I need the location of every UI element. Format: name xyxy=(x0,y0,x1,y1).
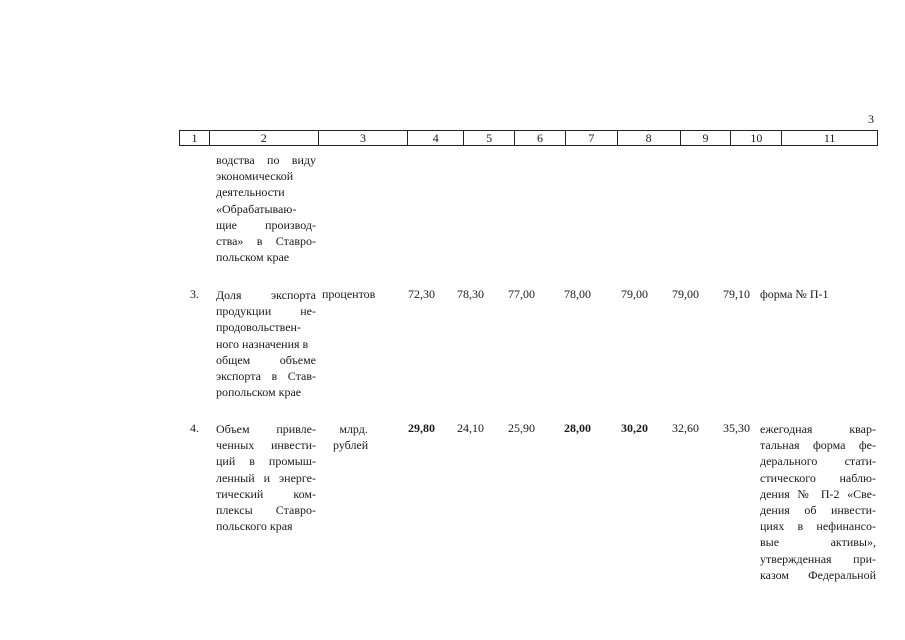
row-3-value-4: 72,30 xyxy=(408,287,435,301)
name-line: ного назначения в xyxy=(216,336,309,351)
name-line: плексы Ставро- xyxy=(216,503,316,518)
name-line: экономической xyxy=(216,169,294,184)
name-line: ропольском крае xyxy=(216,385,302,400)
source-line: дения № П-2 «Све- xyxy=(760,486,876,501)
row-4-number: 4. xyxy=(190,421,199,435)
row-3-value-6: 77,00 xyxy=(508,287,535,301)
header-cell-3: 3 xyxy=(319,131,409,145)
page-number: 3 xyxy=(868,112,874,126)
header-cell-4: 4 xyxy=(408,131,464,145)
name-line: деятельности xyxy=(216,185,285,200)
header-cell-11: 11 xyxy=(823,131,836,145)
name-line: тический ком- xyxy=(216,486,316,501)
source-line: стического наблю- xyxy=(760,470,876,485)
name-line: продукции не- xyxy=(216,304,316,319)
row-3-value-8: 79,00 xyxy=(621,287,648,301)
header-cell-10: 10 xyxy=(731,131,782,145)
row-3-unit: процентов xyxy=(322,287,376,301)
unit-line: млрд. xyxy=(339,422,368,436)
row-3-value-5: 78,30 xyxy=(457,287,484,301)
source-line: вые активы», xyxy=(760,535,876,550)
name-line: Доля экспорта xyxy=(216,288,316,302)
source-line: утвержденная при- xyxy=(760,551,876,566)
header-cell-7: 7 xyxy=(566,131,618,145)
header-cell-6: 6 xyxy=(515,131,566,145)
name-line: общем объеме xyxy=(216,352,316,367)
header-cell-2: 2 xyxy=(210,131,319,145)
name-line: ций в промыш- xyxy=(216,454,316,469)
source-line: ежегодная квар- xyxy=(760,422,876,436)
row-3-name-cell xyxy=(216,287,316,400)
row-3-value-7: 78,00 xyxy=(564,287,591,301)
unit-line: рублей xyxy=(333,438,369,453)
name-line: ства» в Ставро- xyxy=(216,234,316,249)
name-line: ченных инвести- xyxy=(216,438,316,453)
row-4-value-8: 30,20 xyxy=(621,421,648,435)
source-line: казом Федеральной xyxy=(760,567,876,582)
name-line: ленный и энерге- xyxy=(216,470,316,485)
row-4-source xyxy=(760,421,876,583)
row-4-name-cell xyxy=(216,421,316,534)
name-line: польском крае xyxy=(216,250,290,265)
row-3-source: форма № П-1 xyxy=(760,287,829,301)
table-header-row xyxy=(179,130,878,146)
name-line: Объем привле- xyxy=(216,422,316,436)
source-line: дерального стати- xyxy=(760,454,876,469)
header-cell-8: 8 xyxy=(618,131,681,145)
row-4-unit xyxy=(333,421,369,453)
name-line: водства по виду xyxy=(216,153,316,167)
row-4-value-10: 35,30 xyxy=(723,421,750,435)
name-line: щие производ- xyxy=(216,217,316,232)
name-line: польского края xyxy=(216,519,293,534)
row-3-value-10: 79,10 xyxy=(723,287,750,301)
row-4-value-5: 24,10 xyxy=(457,421,484,435)
source-line: тальная форма фе- xyxy=(760,438,876,453)
header-cell-9: 9 xyxy=(681,131,732,145)
header-cell-1: 1 xyxy=(180,131,210,145)
name-line: экспорта в Став- xyxy=(216,369,316,384)
row-3-value-9: 79,00 xyxy=(672,287,699,301)
name-line: продовольствен- xyxy=(216,320,301,335)
row-4-value-4: 29,80 xyxy=(408,421,435,435)
row-3-number: 3. xyxy=(190,287,199,301)
row-4-value-7: 28,00 xyxy=(564,421,591,435)
continuation-name-cell xyxy=(216,152,316,265)
header-cell-5: 5 xyxy=(464,131,515,145)
name-line: «Обрабатываю- xyxy=(216,201,297,216)
row-4-value-6: 25,90 xyxy=(508,421,535,435)
source-line: дения об инвести- xyxy=(760,503,876,518)
row-4-value-9: 32,60 xyxy=(672,421,699,435)
source-line: циях в нефинансо- xyxy=(760,519,876,534)
